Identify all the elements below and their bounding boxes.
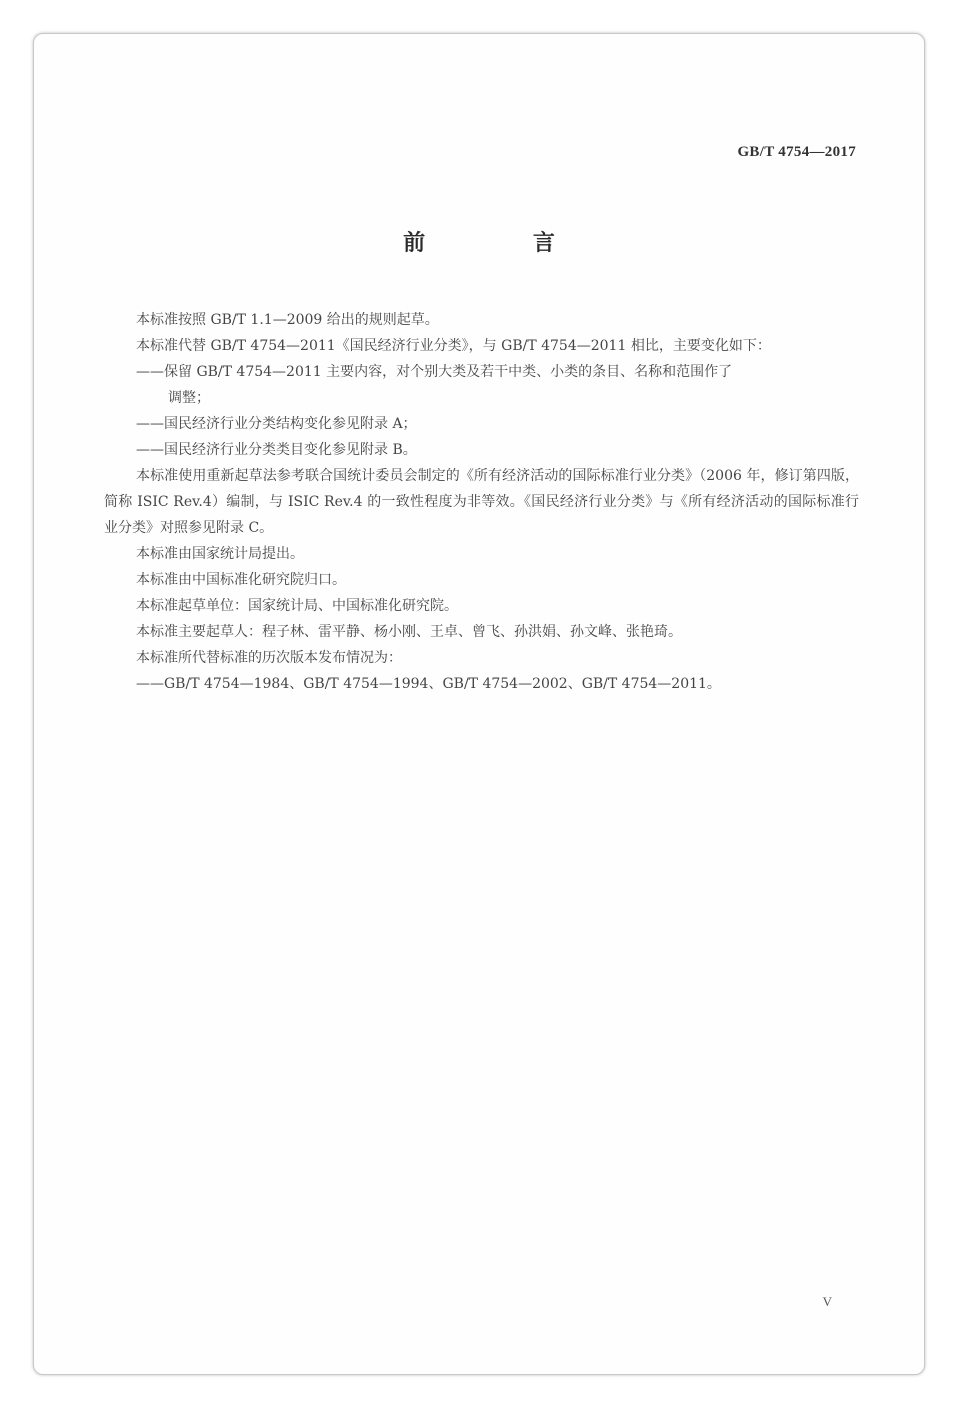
foreword-body — [104, 307, 859, 697]
paragraph-drafting-rules: 本标准按照 GB/T 1.1—2009 给出的规则起草。 — [136, 312, 439, 328]
paragraph-isic: 本标准使用重新起草法参考联合国统计委员会制定的《所有经济活动的国际标准行业分类》（2006 年，修订第四版，简称 ISIC Rev.4）编制，与 ISIC Rev.4 的一致性程度为非等效。《国民经济行业分类》与《所有经济活动的国际标准行业分类》对照参见附录 C。 — [104, 468, 859, 536]
list-item-appendix-a: ——国民经济行业分类结构变化参见附录 A； — [136, 416, 417, 432]
list-item-retain — [104, 359, 859, 411]
page-title: 前 言 — [403, 231, 605, 256]
paragraph-history: 本标准所代替标准的历次版本发布情况为： — [136, 650, 402, 666]
standard-code: GB/T 4754—2017 — [737, 144, 856, 160]
document-page — [33, 33, 925, 1375]
list-item-versions: ——GB/T 4754—1984、GB/T 4754—1994、GB/T 4754—2002、GB/T 4754—2011。 — [136, 676, 721, 692]
paragraph-proposed-by: 本标准由国家统计局提出。 — [136, 546, 304, 562]
paragraph-drafters: 本标准主要起草人：程子林、雷平静、杨小刚、王卓、曾飞、孙洪娟、孙文峰、张艳琦。 — [136, 624, 682, 640]
page-number: V — [822, 1294, 832, 1309]
list-item-text: ——保留 GB/T 4754—2011 主要内容，对个别大类及若干中类、小类的条目、名称和范围作了 — [136, 364, 733, 380]
paragraph-drafting-units: 本标准起草单位：国家统计局、中国标准化研究院。 — [136, 598, 458, 614]
paragraph-replaces: 本标准代替 GB/T 4754—2011《国民经济行业分类》，与 GB/T 4754—2011 相比，主要变化如下： — [136, 338, 771, 354]
list-item-continuation: 调整； — [168, 390, 210, 406]
list-item-appendix-b: ——国民经济行业分类类目变化参见附录 B。 — [136, 442, 417, 458]
paragraph-centralized-by: 本标准由中国标准化研究院归口。 — [136, 572, 346, 588]
